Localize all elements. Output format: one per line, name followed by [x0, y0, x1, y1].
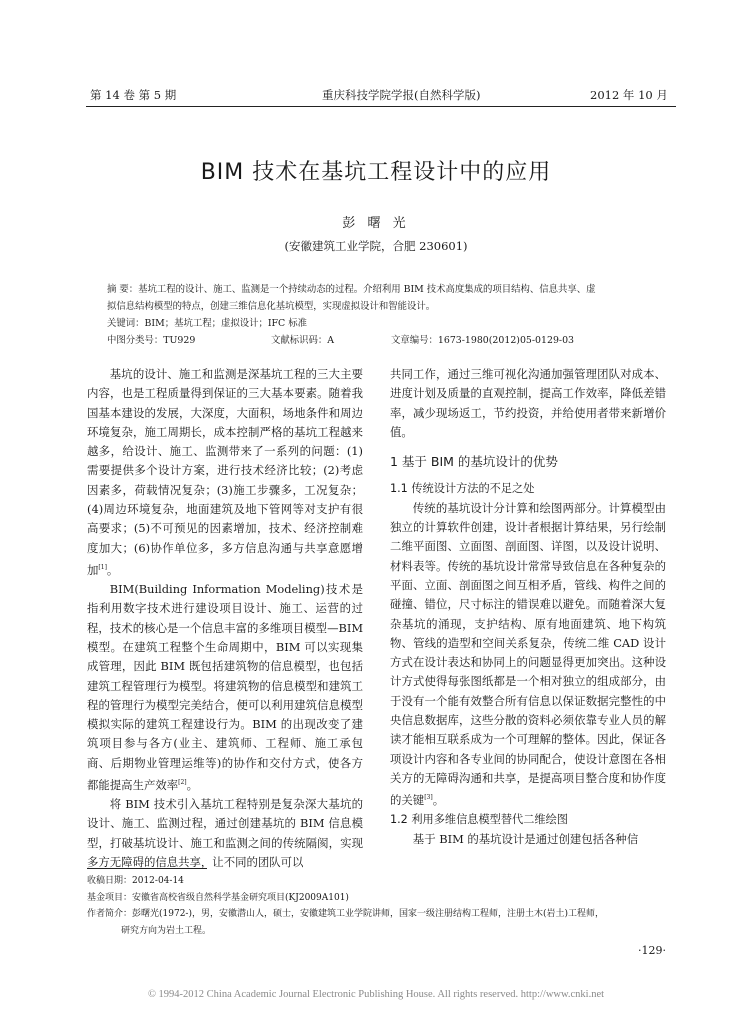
paragraph — [390, 499, 666, 811]
footnote-rule — [87, 868, 207, 869]
paper-title: BIM 技术在基坑工程设计中的应用 — [200, 160, 552, 185]
header-date: 2012 年 10 月 — [590, 88, 668, 102]
author-name: 彭 曙 光 — [342, 216, 410, 231]
paragraph-text: BIM(Building Information Modeling)技术是指利用数字技术进行建设项目设计、施工、运营的过程，技术的核心是一个信息丰富的多维项目模型—BIM 模型。在建筑工程整个生命周期中，BIM 可以实现集成管理，因此 BIM 既包括建筑物的信息模型，也包括建筑工程管理行为模型。将建筑物的信息模型和建筑工程的管理行为模型完美结合，便可以利用建筑信息模型模拟实际的建筑工程建设行为。BIM 的出现改变了建筑项目参与各方(业主、建筑师、工程师、施工承包商、后期物业管理运维等)的协作和交付方式，使各方都能提高生产效率 — [87, 582, 363, 792]
doc-code-label: 文献标识码： — [271, 335, 328, 346]
section-heading: 1 基于 BIM 的基坑设计的优势 — [390, 454, 558, 470]
abstract-line-2: 拟信息结构模型的特点，创建三维信息化基坑模型，实现虚拟设计和智能设计。 — [107, 301, 436, 312]
received-date: 收稿日期：2012-04-14 — [87, 876, 184, 886]
author-bio: 作者简介：彭曙光(1972-)，男，安徽潜山人，硕士，安徽建筑工业学院讲师，国家一级注册结构工程师，注册土木(岩土)工程师， — [87, 909, 604, 919]
classification-row — [107, 332, 667, 349]
abstract — [107, 281, 667, 332]
paragraph-text: 基坑的设计、施工和监测是深基坑工程的三大主要内容，也是工程质量得到保证的三大基本要素。随着我国基本建设的发展，大深度，大面积，场地条件和周边环境复杂，施工周期长，成本控制严格的基坑工程越来越多，给设计、施工、监测带来了一系列的问题：(1)需要提供多个设计方案，进行技术经济比较；(2)考虑因素多，荷载情况复杂；(3)施工步骤多，工况复杂；(4)周边环境复杂，地面建筑及地下管网等对支护有很高要求；(5)不可预见的因素增加，技术、经济控制难度加大；(6)协作单位多，多方信息沟通与共享意愿增加 — [87, 367, 363, 577]
citation: [2] — [178, 779, 187, 787]
header-rule — [86, 106, 676, 107]
article-number-group — [391, 332, 574, 349]
paragraph-end: 。 — [106, 562, 119, 577]
header-journal: 重庆科技学院学报(自然科学版) — [322, 88, 481, 102]
abstract-line-1: 基坑工程的设计、施工、监测是一个持续动态的过程。介绍利用 BIM 技术高度集成的项目结构、信息共享、虚 — [138, 284, 596, 295]
paragraph: 共同工作，通过三维可视化沟通加强管理团队对成本、进度计划及质量的直观控制，提高工作效率，降低差错率，减少现场返工，节约投资，并给使用者带来新增价值。 — [390, 367, 666, 439]
footnotes — [87, 873, 677, 939]
paragraph — [87, 365, 363, 580]
clc-code: TU929 — [163, 335, 196, 346]
paragraph — [87, 580, 363, 795]
right-column — [390, 365, 666, 849]
affiliation: (安徽建筑工业学院，合肥 230601) — [284, 239, 468, 253]
left-column — [87, 365, 363, 872]
keywords-label: 关键词： — [107, 318, 145, 329]
paragraph: 基于 BIM 的基坑设计是通过创建包括各种信 — [412, 831, 639, 846]
keywords — [107, 315, 667, 332]
article-number-label: 文章编号： — [391, 335, 438, 346]
doc-code-group — [271, 332, 334, 349]
subsection-heading: 1.2 利用多维信息模型替代二维绘图 — [390, 813, 568, 827]
paragraph-text: 传统的基坑设计分计算和绘图两部分。计算模型由独立的计算软件创建，设计者根据计算结果，另行绘制二维平面图、立面图、剖面图、详图，以及设计说明、材料表等。传统的基坑设计常常导致信息在各种复杂的平面、立面、剖面图之间互相矛盾，管线、构件之间的碰撞、错位，尺寸标注的错误难以避免。而随着深大复杂基坑的涌现，支护结构、原有地面建筑、地下构筑物、管线的造型和空间关系复杂，传统二维 CAD 设计方式在设计表达和协同上的问题显得更加突出。这种设计方式使得每张图纸都是一个相对独立的组成部分，由于没有一个能有效整合所有信息以保证数据完整性的中央信息数据库，这些分散的资料必须依靠专业人员的解读才能相互联系成为一个可理解的整体。因此，保证各项设计内容和各专业间的协同配合，使设计意图在各相关方的无障碍沟通和共享，是提高项目整合度和协作度的关键 — [390, 500, 666, 808]
page-number: ·129· — [638, 944, 666, 957]
header-volume: 第 14 卷 第 5 期 — [90, 88, 177, 102]
paragraph-end: 。 — [186, 777, 199, 792]
clc-label: 中图分类号： — [107, 335, 164, 346]
author-bio-continued: 研究方向为岩土工程。 — [121, 925, 212, 936]
abstract-label: 摘 要： — [107, 284, 139, 295]
subsection-heading: 1.1 传统设计方法的不足之处 — [390, 482, 535, 496]
article-number: 1673-1980(2012)05-0129-03 — [437, 335, 575, 346]
keywords-text: BIM；基坑工程；虚拟设计；IFC 标准 — [144, 318, 307, 329]
paragraph-end: 。 — [432, 793, 445, 808]
running-header — [90, 82, 670, 106]
copyright-notice: © 1994-2012 China Academic Journal Electronic Publishing House. All rights reserved. http://www.cnki.net — [147, 989, 605, 1000]
paragraph: 将 BIM 技术引入基坑工程特别是复杂深大基坑的设计、施工、监测过程，通过创建基坑的 BIM 信息模型，打破基坑设计、施工和监测之间的传统隔阂，实现多方无障碍的信息共享，让不同的团队可以 — [87, 797, 363, 870]
doc-code: A — [327, 335, 335, 346]
citation: [1] — [98, 563, 107, 571]
citation: [3] — [424, 794, 433, 802]
fund-info: 基金项目：安徽省高校省级自然科学基金研究项目(KJ2009A101) — [87, 892, 349, 903]
